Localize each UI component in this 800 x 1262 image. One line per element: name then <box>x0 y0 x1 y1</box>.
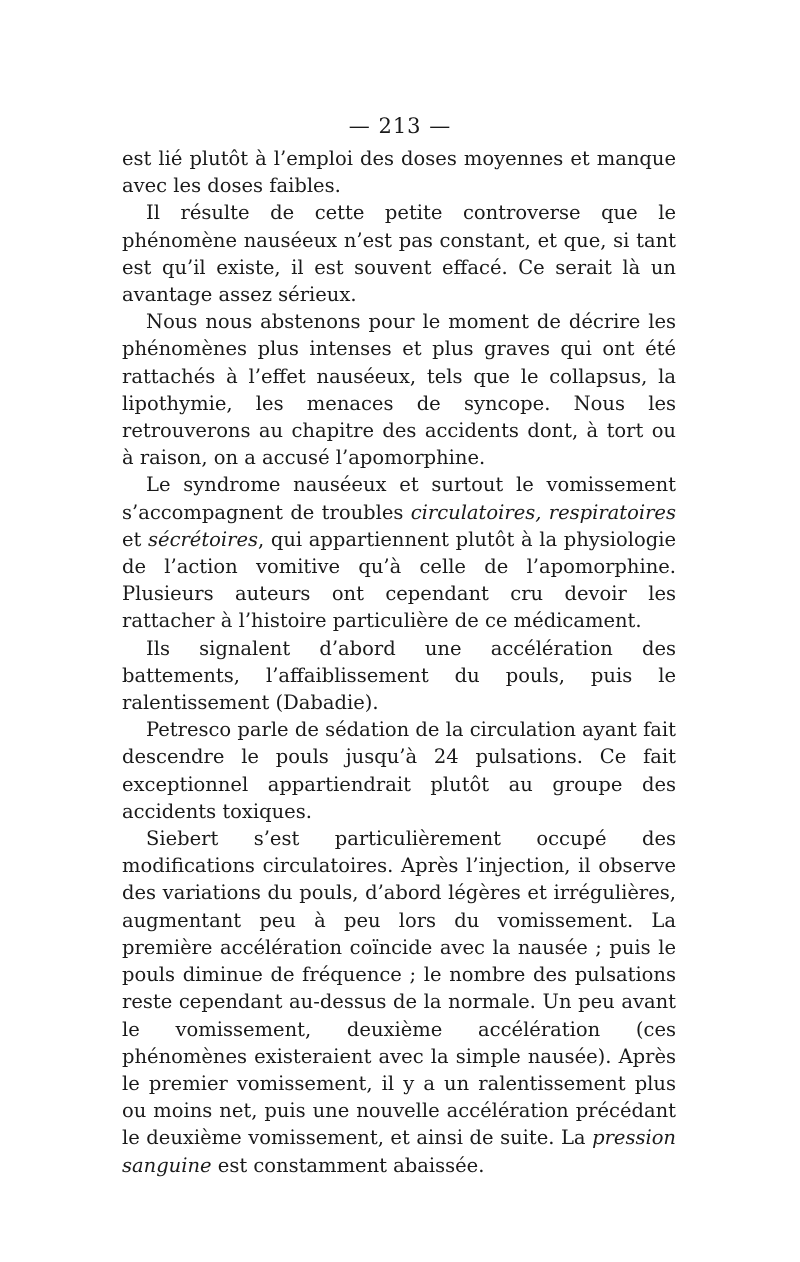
text-segment: Il résulte de cette petite controverse que le phénomène nauséeux n’est pas constant, et que, si tant est qu’il existe, il est souvent effacé. Ce serait là un avantage assez sérieux. <box>122 201 676 307</box>
paragraph <box>122 471 676 634</box>
italic-segment: sécrétoires <box>148 527 259 551</box>
paragraph <box>122 825 676 1179</box>
text-segment: Siebert s’est particulièrement occupé des modifications circulatoires. Après l’injection, il observe des variations du pouls, d’abord légères et irrégulières, augmentant peu à peu lors du vomissement. La première accélération coïncide avec la nausée ; puis le pouls diminue de fréquence ; le nombre des pulsations reste cependant au-dessus de la normale. Un peu avant le vomissement, deuxième accélération (ces phénomènes existeraient avec la simple nausée). Après le premier vomissement, il y a un ralentissement plus ou moins net, puis une nouvelle accélération précédant le deuxième vomissement, et ainsi de suite. La <box>122 827 676 1150</box>
paragraph <box>122 145 676 199</box>
text-segment: est lié plutôt à l’emploi des doses moyennes et manque avec les doses faibles. <box>122 147 676 198</box>
text-segment: et <box>122 527 149 551</box>
paragraph <box>122 308 676 471</box>
italic-segment: pression sanguine <box>122 1126 676 1177</box>
text-segment: , qui appartiennent plutôt à la physiologie de l’action vomitive qu’à celle de l’apomorphine. Plusieurs auteurs ont cependant cru devoir les rattacher à l’histoire particulière de ce médicament. <box>122 527 676 633</box>
paragraph <box>122 199 676 308</box>
text-segment: Petresco parle de sédation de la circulation ayant fait descendre le pouls jusqu’à 24 pulsations. Ce fait exceptionnel appartiendrait plutôt au groupe des accidents toxiques. <box>122 718 676 823</box>
text-segment: Le syndrome nauséeux et surtout le vomissement s’accompagnent de troubles <box>122 473 676 524</box>
body-text <box>122 145 676 1179</box>
text-segment: Nous nous abstenons pour le moment de décrire les phénomènes plus intenses et plus graves qui ont été rattachés à l’effet nauséeux, tels que le collapsus, la lipothymie, les menaces de syncope. Nous les retrouverons au chapitre des accidents dont, à tort ou à raison, on a accusé l’apomorphine. <box>122 310 676 470</box>
paragraph <box>122 716 676 825</box>
paragraph <box>122 635 676 717</box>
italic-segment: circulatoires, respiratoires <box>410 500 676 524</box>
text-segment: est constamment abaissée. <box>211 1153 485 1177</box>
page-number: — 213 — <box>348 114 452 138</box>
text-segment: Ils signalent d’abord une accélération des battements, l’affaiblissement du pouls, puis le ralentissement (Dabadie). <box>122 636 676 715</box>
